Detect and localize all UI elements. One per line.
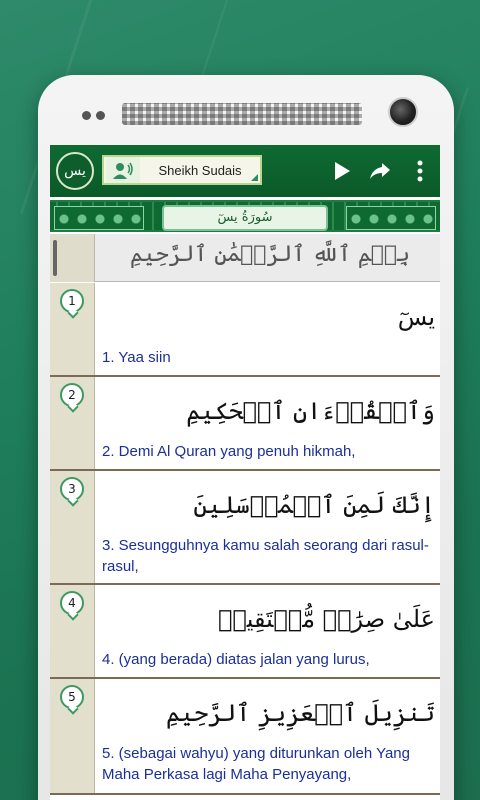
bismillah-row <box>50 234 440 282</box>
reciter-name: Sheikh Sudais <box>158 162 242 178</box>
verse-translation: 4. (yang berada) diatas jalan yang lurus, <box>102 651 370 668</box>
scroll-indicator[interactable] <box>53 240 57 276</box>
app-bar <box>50 145 440 197</box>
verse-side-panel <box>50 471 95 583</box>
verse-side-panel <box>50 377 95 469</box>
overflow-menu-icon[interactable] <box>406 157 434 185</box>
verse-number-badge: 2 <box>60 383 84 407</box>
reciter-avatar-icon <box>106 157 140 183</box>
verse-arabic: يسٓ <box>397 303 435 331</box>
bismillah-text: بِسۡمِ ٱللَّهِ ٱلرَّحۡمَٰنِ ٱلرَّحِيمِ <box>129 242 411 267</box>
verse-item[interactable] <box>50 585 440 679</box>
verse-arabic: تَنزِيلَ ٱلۡعَزِيزِ ٱلرَّحِيمِ <box>165 699 435 727</box>
verse-translation: 3. Sesungguhnya kamu salah seorang dari rasul-rasul, <box>102 537 429 575</box>
bismillah-side-panel <box>50 234 95 282</box>
ornament-right <box>346 206 436 230</box>
verse-arabic: إِنَّكَ لَمِنَ ٱلۡمُرۡسَلِينَ <box>193 491 435 519</box>
surah-header-ornament <box>50 200 440 232</box>
verse-item[interactable] <box>50 679 440 795</box>
verse-number-badge: 3 <box>60 477 84 501</box>
ornament-left <box>54 206 144 230</box>
verse-side-panel <box>50 679 95 793</box>
front-camera <box>388 97 418 127</box>
verse-translation: 1. Yaa siin <box>102 349 171 366</box>
verse-translation: 5. (sebagai wahyu) yang diturunkan oleh Yang Maha Perkasa lagi Maha Penyayang, <box>102 745 410 783</box>
verse-arabic: عَلَىٰ صِرَٰطٖ مُّسۡتَقِيمٖ <box>217 605 435 633</box>
app-screen <box>50 145 440 800</box>
verse-number-badge: 4 <box>60 591 84 615</box>
verse-number-badge: 1 <box>60 289 84 313</box>
app-logo[interactable]: يس <box>56 152 94 190</box>
verse-number-badge: 5 <box>60 685 84 709</box>
verse-item[interactable] <box>50 283 440 377</box>
verse-list <box>50 283 440 795</box>
sensor-dot <box>82 111 91 120</box>
surah-title: سُورَةُ يسٓ <box>162 205 328 231</box>
reciter-selector[interactable] <box>102 155 262 185</box>
phone-speaker <box>122 103 362 125</box>
verse-item[interactable] <box>50 377 440 471</box>
verse-side-panel <box>50 585 95 677</box>
verse-side-panel <box>50 283 95 375</box>
play-icon[interactable] <box>328 157 356 185</box>
verse-arabic: وَٱلۡقُرۡءَانِ ٱلۡحَكِيمِ <box>186 397 435 425</box>
sensor-dot <box>96 111 105 120</box>
share-icon[interactable] <box>366 157 394 185</box>
dropdown-corner-icon <box>251 174 258 181</box>
verse-translation: 2. Demi Al Quran yang penuh hikmah, <box>102 443 356 460</box>
verse-item[interactable] <box>50 471 440 585</box>
